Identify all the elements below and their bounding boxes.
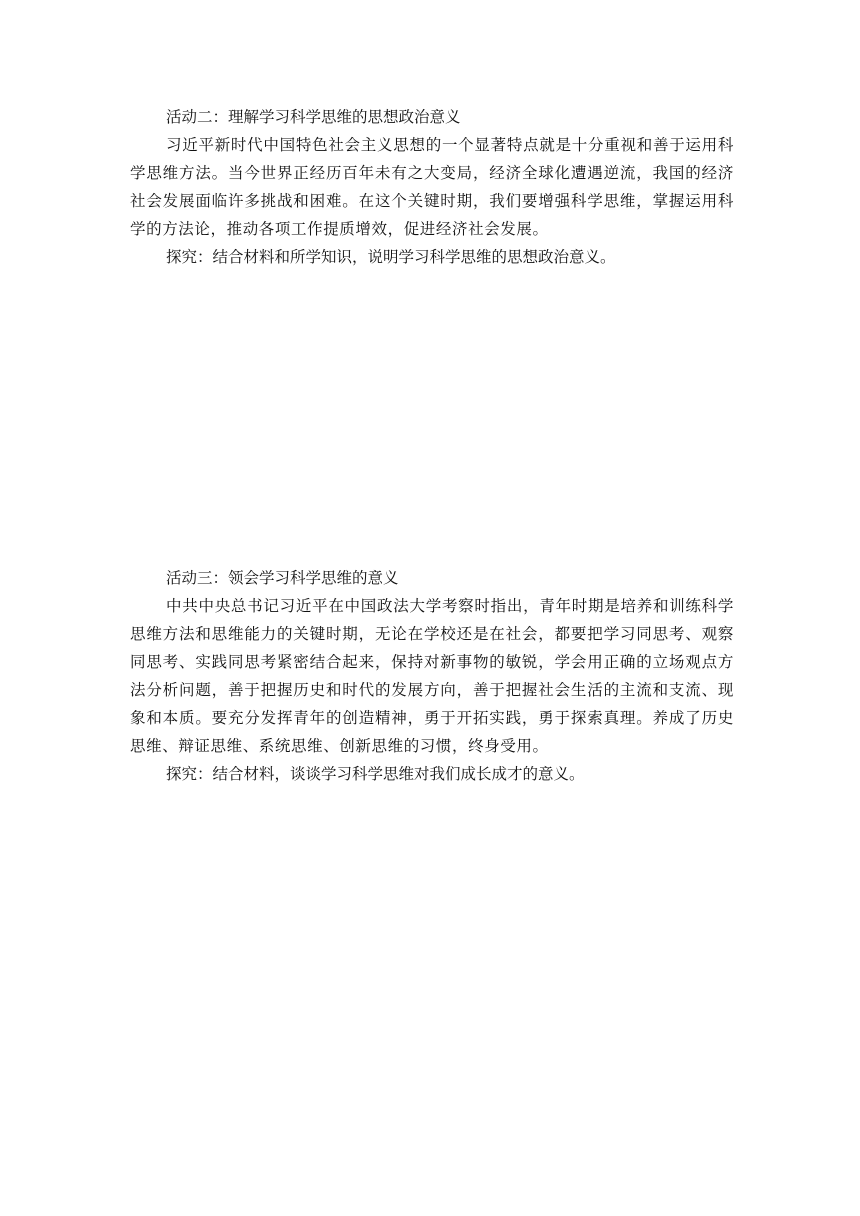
activity-three-material: 中共中央总书记习近平在中国政法大学考察时指出，青年时期是培养和训练科学思维方法和思维能力的关键时期，无论在学校还是在社会，都要把学习同思考、观察同思考、实践同思考紧密结合起来，保持对新事物的敏锐，学会用正确的立场观点方法分析问题，善于把握历史和时代的发展方向，善于把握社会生活的主流和支流、现象和本质。要充分发挥青年的创造精神，勇于开拓实践，勇于探索真理。养成了历史思维、辩证思维、系统思维、创新思维的习惯，终身受用。 — [130, 597, 734, 755]
inquiry-label: 探究： — [166, 765, 213, 783]
activity-two-heading: 活动二：理解学习科学思维的思想政治意义 — [166, 108, 461, 126]
activity-three-heading: 活动三：领会学习科学思维的意义 — [166, 569, 399, 587]
activity-three-inquiry — [130, 760, 734, 788]
inquiry-label: 探究： — [166, 248, 213, 266]
activity-two-section — [130, 103, 734, 271]
activity-three-section — [130, 564, 734, 788]
inquiry-question: 结合材料，谈谈学习科学思维对我们成长成才的意义。 — [212, 765, 585, 783]
activity-two-inquiry — [130, 243, 734, 271]
inquiry-question: 结合材料和所学知识，说明学习科学思维的思想政治意义。 — [212, 248, 616, 266]
activity-two-material: 习近平新时代中国特色社会主义思想的一个显著特点就是十分重视和善于运用科学思维方法。当今世界正经历百年未有之大变局，经济全球化遭遇逆流，我国的经济社会发展面临许多挑战和困难。在这个关键时期，我们要增强科学思维，掌握运用科学的方法论，推动各项工作提质增效，促进经济社会发展。 — [130, 136, 734, 238]
